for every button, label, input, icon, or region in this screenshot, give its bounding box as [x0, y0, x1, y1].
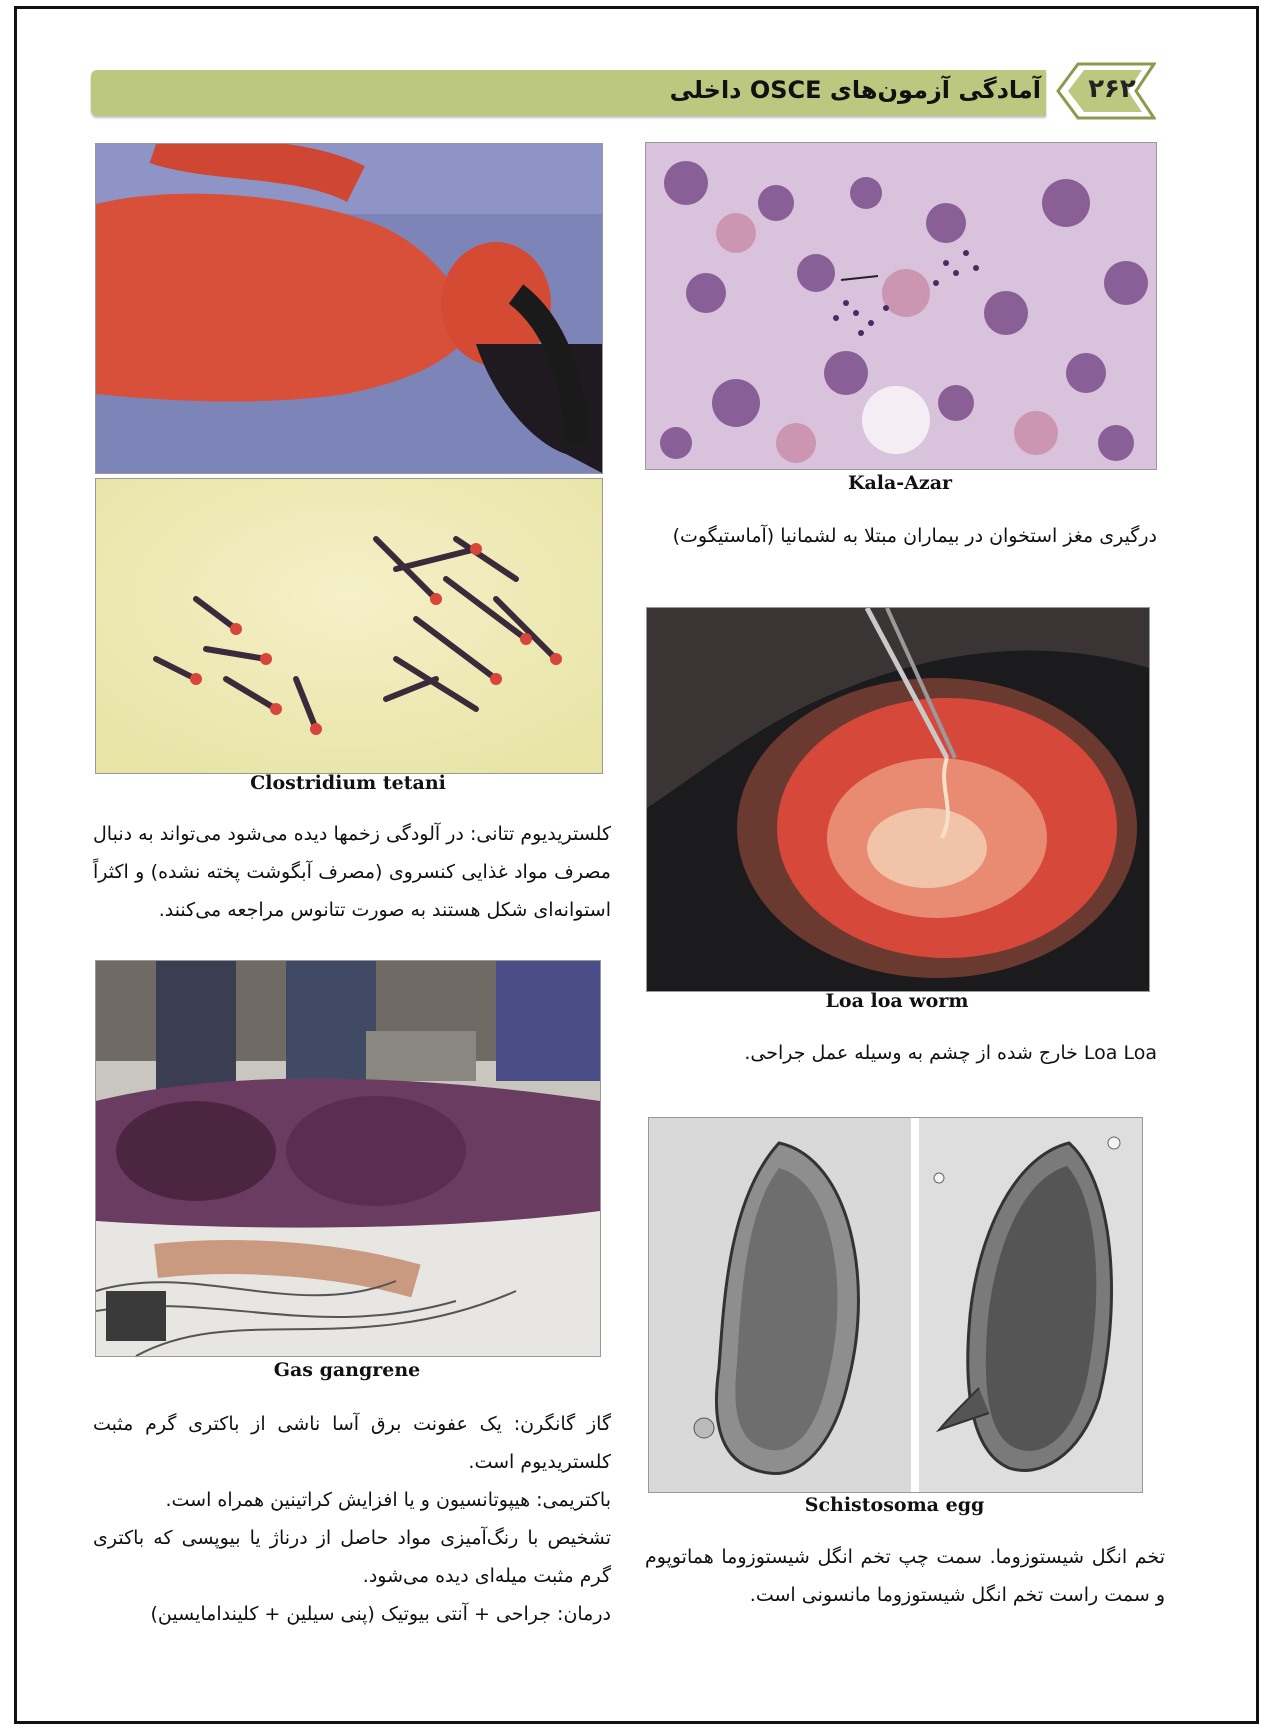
kala-azar-image: [645, 142, 1157, 470]
kala-azar-description: درگیری مغز استخوان در بیماران مبتلا به لشمانیا (آماستیگوت): [672, 525, 1157, 547]
gas-gangrene-treatment: درمان: جراحی + آنتی بیوتیک (پنی سیلین + کلیندامایسین): [150, 1603, 611, 1625]
clostridium-tetani-image: [95, 478, 603, 774]
clostridium-tetani-description: کلستریدیوم تتانی: در آلودگی زخمها دیده می‌شود می‌تواند به دنبال مصرف مواد غذایی کنسروی (مصرف آبگوشت پخته نشده) و اکثراً استوانه‌ای شکل هستند به صورت تتانوس مراجعه می‌کنند.: [93, 823, 611, 921]
gas-gangrene-bacteremia: باکتریمی: هیپوتانسیون و یا افزایش کراتینین همراه است.: [165, 1489, 611, 1511]
gas-gangrene-definition: گاز گانگرن: یک عفونت برق آسا ناشی از باکتری گرم مثبت کلستریدیوم است.: [93, 1413, 611, 1473]
schistosoma-egg-caption: Schistosoma egg: [804, 1494, 985, 1516]
gas-gangrene-diagnosis: تشخیص با رنگ‌آمیزی مواد حاصل از درناژ یا بیوپسی که باکتری گرم مثبت میله‌ای دیده می‌شود.: [93, 1527, 611, 1587]
page-header-title: آمادگی آزمون‌های OSCE داخلی: [669, 76, 1041, 104]
loa-loa-caption: Loa loa worm: [825, 990, 969, 1012]
loa-loa-image: [646, 607, 1150, 992]
loa-loa-description: Loa Loa خارج شده از چشم به وسیله عمل جراحی.: [744, 1042, 1157, 1064]
gas-gangrene-description: [93, 1405, 611, 1633]
page-number: ۲۶۲: [1088, 74, 1136, 104]
kala-azar-caption: Kala-Azar: [847, 472, 953, 494]
schistosoma-egg-image: [648, 1117, 1143, 1493]
clostridium-tetani-caption: Clostridium tetani: [250, 772, 446, 794]
gas-gangrene-photo: [95, 960, 601, 1357]
tetanus-infant-photo: [95, 143, 603, 474]
schistosoma-egg-description: تخم انگل شیستوزوما. سمت چپ تخم انگل شیستوزوما هماتوپوم و سمت راست تخم انگل شیستوزوما مانسونی است.: [645, 1546, 1165, 1606]
gas-gangrene-caption: Gas gangrene: [273, 1359, 421, 1381]
